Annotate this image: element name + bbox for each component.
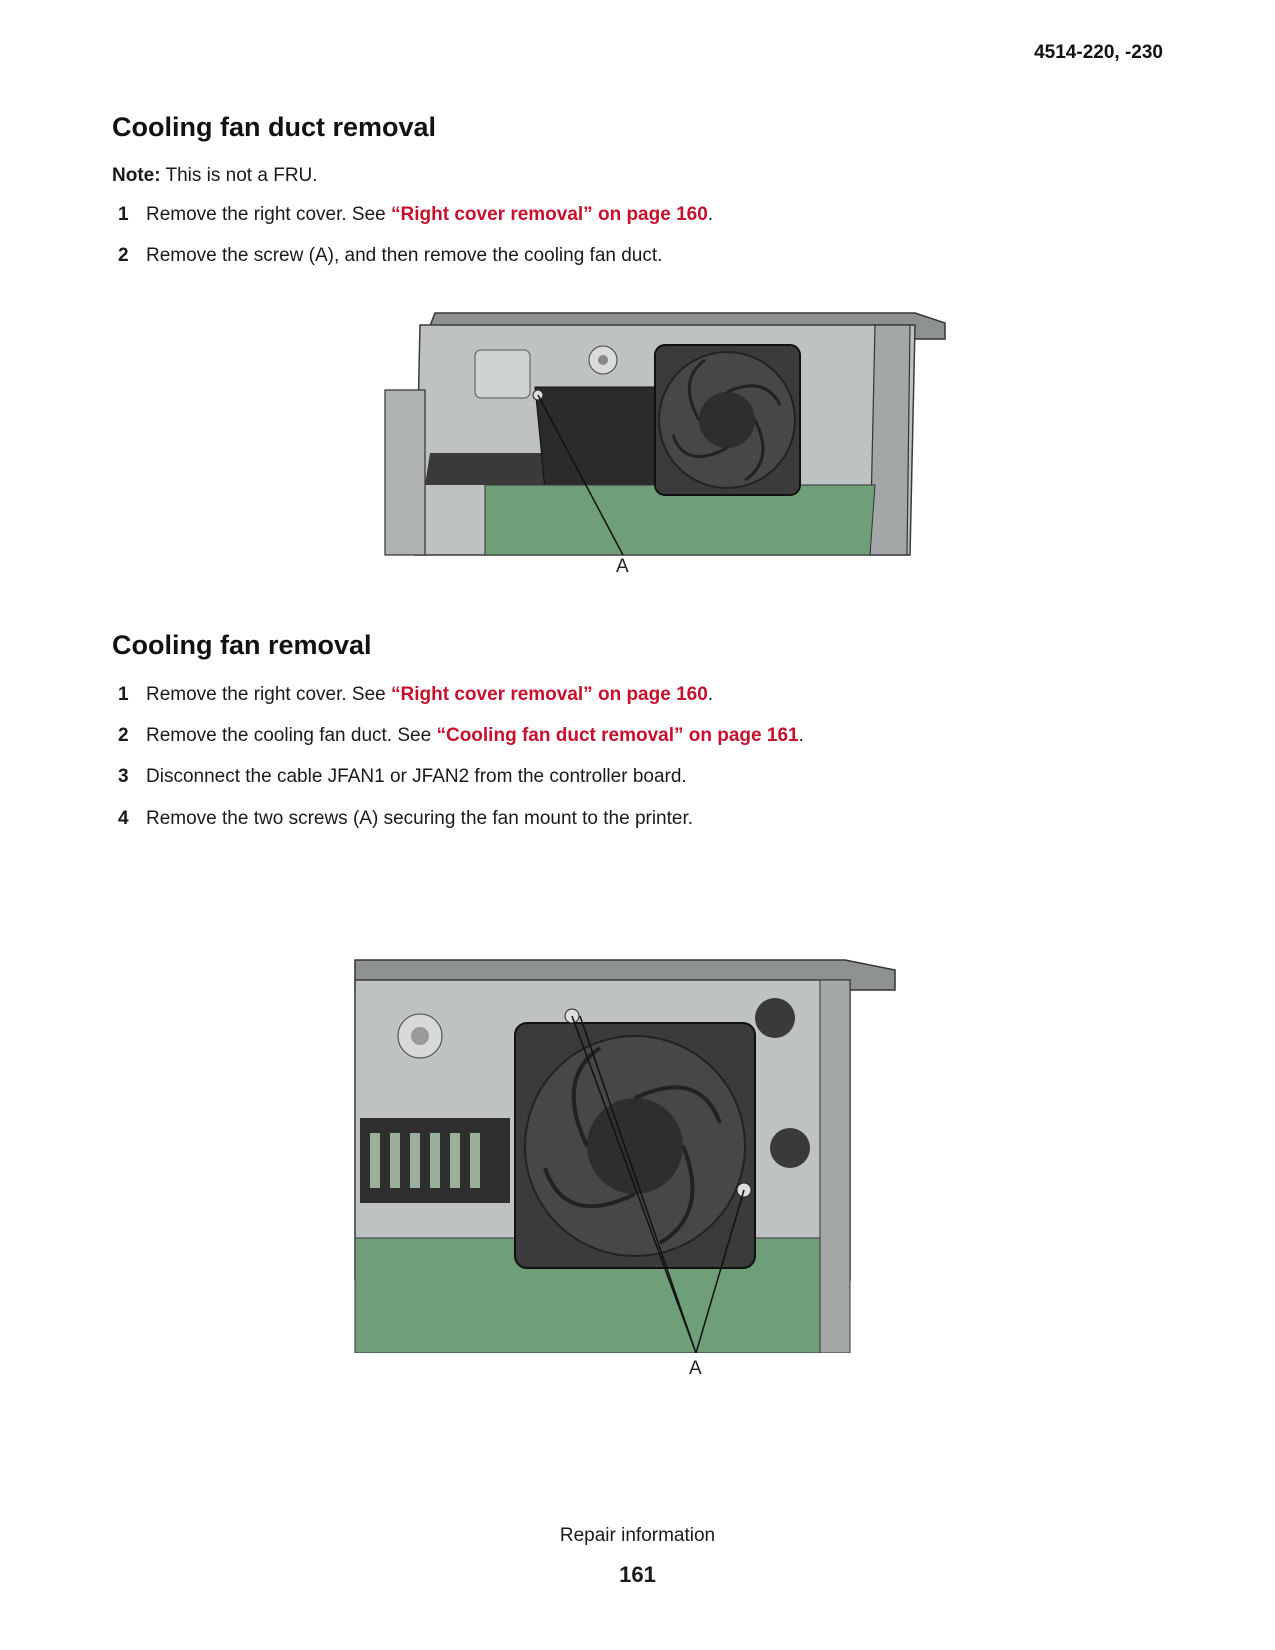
step-text-end: . — [707, 204, 714, 225]
step-3 — [118, 766, 687, 788]
step-4 — [118, 808, 693, 830]
step-text: Remove the right cover. See — [146, 204, 392, 225]
cross-reference-link[interactable]: “Right cover removal” on page 160 — [391, 684, 708, 705]
figure-cooling-fan — [350, 958, 930, 1353]
step-text: Disconnect the cable JFAN1 or JFAN2 from the controller board. — [146, 766, 687, 787]
step-2 — [118, 245, 662, 267]
step-1 — [118, 204, 713, 226]
step-text-end: . — [798, 725, 804, 746]
cross-reference-link[interactable]: “Right cover removal” on page 160 — [391, 204, 708, 225]
figure-fan-duct — [355, 305, 955, 610]
step-2 — [118, 725, 804, 747]
step-text: Remove the screw (A), and then remove the cooling fan duct. — [146, 245, 663, 266]
callout-label-a: A — [616, 556, 629, 577]
page-number: 161 — [619, 1562, 656, 1587]
note — [112, 165, 318, 187]
document-model-number: 4514-220, -230 — [1034, 42, 1163, 63]
step-number: 2 — [118, 245, 129, 266]
step-number: 2 — [118, 725, 129, 746]
section-title-fan-duct-removal: Cooling fan duct removal — [112, 112, 437, 142]
step-text: Remove the right cover. See — [146, 684, 392, 705]
callout-label-a: A — [689, 1358, 702, 1379]
step-number: 3 — [118, 766, 129, 787]
step-number: 4 — [118, 808, 129, 829]
note-text: This is not a FRU. — [160, 165, 318, 186]
step-1 — [118, 684, 713, 706]
step-text-end: . — [707, 684, 714, 705]
step-text: Remove the two screws (A) securing the fan mount to the printer. — [146, 808, 694, 829]
step-number: 1 — [118, 204, 129, 225]
note-label: Note: — [112, 165, 161, 186]
cross-reference-link[interactable]: “Cooling fan duct removal” on page 161 — [436, 725, 799, 746]
section-title-fan-removal: Cooling fan removal — [112, 630, 372, 660]
step-number: 1 — [118, 684, 129, 705]
footer-section-label: Repair information — [559, 1525, 716, 1546]
step-text: Remove the cooling fan duct. See — [146, 725, 437, 746]
